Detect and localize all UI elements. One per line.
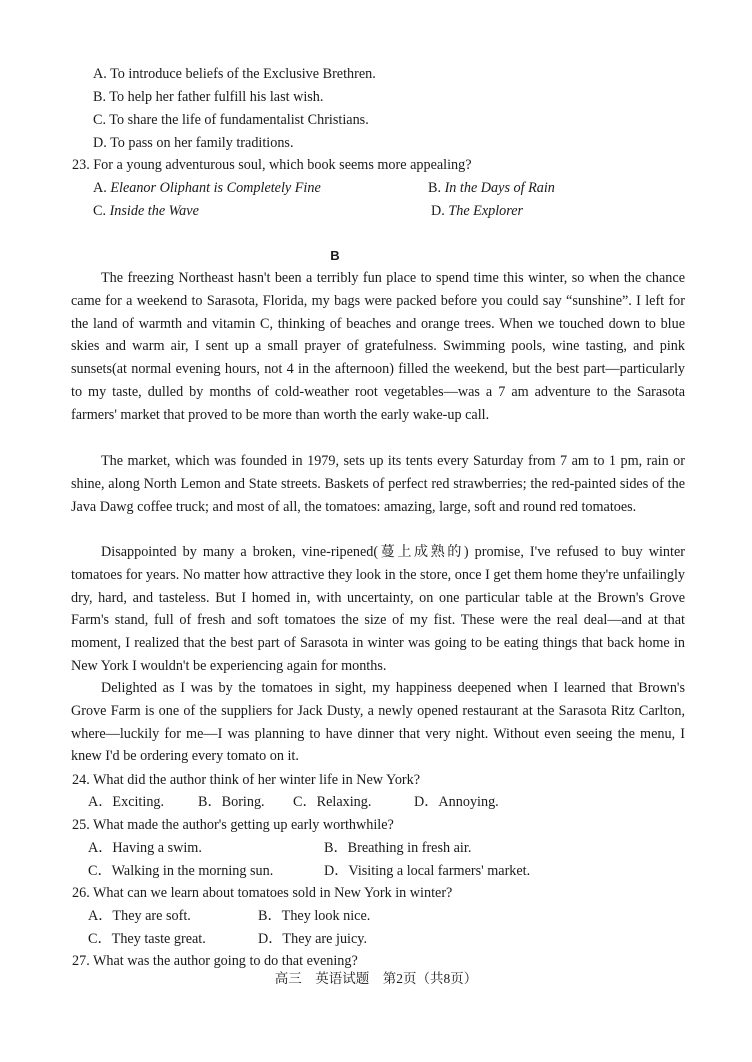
q24-option-c: C．Relaxing. <box>293 794 372 810</box>
q24-option-a: A．Exciting. <box>88 794 165 810</box>
q22-option-c: C. To share the life of fundamentalist Christians. <box>93 112 369 128</box>
q25-question: 25. What made the author's getting up early worthwhile? <box>72 817 394 833</box>
q26-option-b: B．They look nice. <box>258 908 371 924</box>
q24-question: 24. What did the author think of her winter life in New York? <box>72 772 421 788</box>
q22-option-b: B. To help her father fulfill his last wish. <box>93 89 324 105</box>
section-heading: B <box>330 248 340 263</box>
q26-option-c: C．They taste great. <box>88 931 206 947</box>
q25-option-d: D．Visiting a local farmers' market. <box>324 863 531 879</box>
q23-option-c: C. Inside the Wave <box>93 203 199 219</box>
page-footer: 高三 英语试题 第2页（共8页） <box>274 971 478 986</box>
q23-option-d: D. The Explorer <box>431 203 524 219</box>
q23-option-b: B. In the Days of Rain <box>428 180 555 196</box>
passage-paragraph-4: Delighted as I was by the tomatoes in sight, my happiness deepened when I learned that Brown's Grove Farm is one of the suppliers for Jack Dusty, a newly opened restaurant at the Sarasota Ritz Carlton, where—luckily for me—I was planning to have dinner that very night. Without even seeing the menu, I knew I'd be ordering every tomato on it. <box>71 680 685 765</box>
passage-paragraph-2: The market, which was founded in 1979, sets up its tents every Saturday from 7 am to 1 pm, rain or shine, along North Lemon and State streets. Baskets of perfect red strawberries; the red-painted sides of the Java Dawg coffee truck; and most of all, the tomatoes: amazing, large, soft and round red tomatoes. <box>71 453 685 515</box>
q25-option-b: B．Breathing in fresh air. <box>324 840 472 856</box>
q24-option-d: D．Annoying. <box>414 794 499 810</box>
q26-option-a: A．They are soft. <box>88 908 191 924</box>
q22-option-d: D. To pass on her family traditions. <box>93 135 294 151</box>
q24-option-b: B．Boring. <box>198 794 265 810</box>
q22-option-a: A. To introduce beliefs of the Exclusive Brethren. <box>93 66 376 82</box>
q25-option-a: A．Having a swim. <box>88 840 202 856</box>
passage-paragraph-3: Disappointed by many a broken, vine-ripened(蔓上成熟的) promise, I've refused to buy winter tomatoes for years. No matter how attractive they look in the store, once I get them home they're unfailingly dry, hard, and tasteless. But I homed in, with uncertainty, on one particular table at the Brown's Grove Farm's stand, full of fresh and soft tomatoes the size of my fist. These were the real deal—and at that moment, I realized that the best part of Sarasota in winter was going to be eating things that back home in New York I wouldn't be experiencing again for months. <box>71 544 686 674</box>
q26-question: 26. What can we learn about tomatoes sold in New York in winter? <box>72 885 453 901</box>
q23-option-a: A. Eleanor Oliphant is Completely Fine <box>93 180 321 196</box>
q26-option-d: D．They are juicy. <box>258 931 367 947</box>
q23-question: 23. For a young adventurous soul, which book seems more appealing? <box>72 157 472 173</box>
q27-question: 27. What was the author going to do that evening? <box>72 953 358 969</box>
q25-option-c: C．Walking in the morning sun. <box>88 863 274 879</box>
passage-paragraph-1: The freezing Northeast hasn't been a terribly fun place to spend time this winter, so when the chance came for a weekend to Sarasota, Florida, my bags were packed before you could say “sunshine”. I left for the land of warmth and vitamin C, thinking of beaches and orange trees. When we touched down to blue skies and warm air, I sent up a small prayer of gratefulness. Swimming pools, wine tasting, and pink sunsets(at normal evening hours, not 4 in the afternoon) filled the weekend, but the best part—particularly to my taste, dulled by months of cold-weather root vegetables—was a 7 am adventure to the Sarasota farmers' market that proved to be more than worth the early wake-up call. <box>71 270 685 423</box>
